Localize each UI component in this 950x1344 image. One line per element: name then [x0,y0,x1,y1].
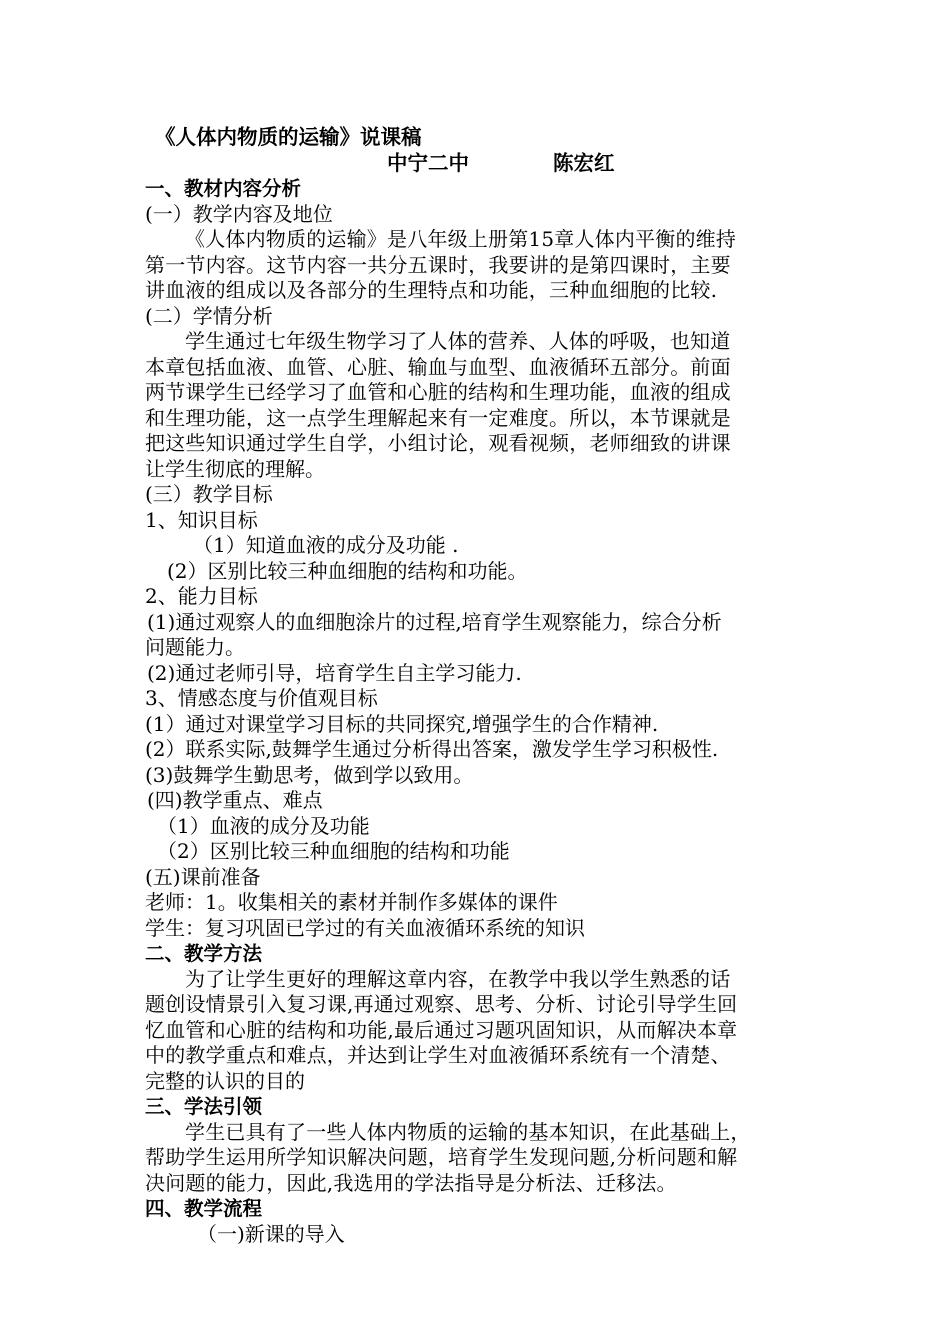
paragraph-line: 讲血液的组成以及各部分的生理特点和功能，三种血细胞的比较. [145,278,718,302]
paragraph-line: 《人体内物质的运输》是八年级上册第15章人体内平衡的维持 [185,227,737,251]
list-item: (3)鼓舞学生勤思考，做到学以致用。 [145,762,474,787]
subsection-heading: (四)教学重点、难点 [147,788,323,812]
list-item-continuation: 问题能力。 [145,635,245,659]
paragraph-line: 把这些知识通过学生自学，小组讨论，观看视频，老师细致的讲课 [145,431,731,455]
list-heading: 2、能力目标 [145,584,258,608]
paragraph-line: 老师：1。收集相关的素材并制作多媒体的课件 [145,890,558,914]
paragraph-line: 两节课学生已经学习了血管和心脏的结构和生理功能，血液的组成 [145,380,731,404]
subsection-heading: (二）学情分析 [145,303,273,328]
paragraph-line: 学生通过七年级生物学习了人体的营养、人体的呼吸，也知道 [185,329,731,353]
subsection-heading: (五)课前准备 [145,864,261,889]
section-heading: 二、教学方法 [145,942,263,965]
subsection-heading: (一）教学内容及地位 [145,201,333,226]
paragraph-line: 决问题的能力，因此,我选用的学法指导是分析法、迁移法。 [145,1170,677,1195]
list-item: （1）血液的成分及功能 [157,813,370,838]
section-heading: 三、学法引领 [145,1095,263,1118]
paragraph-line: 本章包括血液、血管、心脏、输血与血型、血液循环五部分。前面 [145,354,731,379]
paragraph-line: 中的教学重点和难点，并达到让学生对血液循环系统有一个清楚、 [145,1043,731,1067]
school-name: 中宁二中 [387,150,469,175]
list-item: (2）联系实际,鼓舞学生通过分析得出答案，激发学生学习积极性. [145,737,719,761]
paragraph-line: 为了让学生更好的理解这章内容，在教学中我以学生熟悉的话 [185,966,731,991]
paragraph-line: 第一节内容。这节内容一共分五课时，我要讲的是第四课时，主要 [145,252,731,277]
document-byline [145,151,815,177]
list-heading: 3、情感态度与价值观目标 [145,686,378,710]
list-item: (1）通过对课堂学习目标的共同探究,增强学生的合作精神. [145,711,659,736]
list-item: （1）知道血液的成分及功能 . [193,533,459,557]
list-heading: 1、知识目标 [145,507,258,532]
paragraph-line: 完整的认识的目的 [145,1068,305,1093]
paragraph-line: 让学生彻底的理解。 [145,456,325,481]
list-item: (1)通过观察人的血细胞涂片的过程,培育学生观察能力，综合分析 [147,609,722,634]
document-body [145,125,815,1247]
list-item: （2）区别比较三种血细胞的结构和功能 [157,839,510,863]
subsection-heading: （一)新课的导入 [197,1221,345,1246]
paragraph-line: 忆血管和心脏的结构和功能,最后通过习题巩固知识，从而解决本章 [145,1017,738,1042]
section-heading: 一、教材内容分析 [145,177,302,200]
section-heading: 四、教学流程 [145,1197,263,1220]
paragraph-line: 学生：复习巩固已学过的有关血液循环系统的知识 [145,915,585,940]
subsection-heading: (三）教学目标 [145,482,273,506]
paragraph-line: 帮助学生运用所学知识解决问题，培育学生发现问题,分析问题和解 [145,1145,738,1169]
paragraph-line: 题创设情景引入复习课,再通过观察、思考、分析、讨论引导学生回 [145,992,738,1016]
document-title: 《人体内物质的运输》说课稿 [155,125,422,149]
author-name: 陈宏红 [553,150,615,175]
paragraph-line: 和生理功能，这一点学生理解起来有一定难度。所以，本节课就是 [145,405,731,430]
list-item: (2)通过老师引导，培育学生自主学习能力. [147,660,522,685]
paragraph-line: 学生已具有了一些人体内物质的运输的基本知识，在此基础上， [185,1119,751,1144]
list-item: (2）区别比较三种血细胞的结构和功能。 [167,558,528,583]
